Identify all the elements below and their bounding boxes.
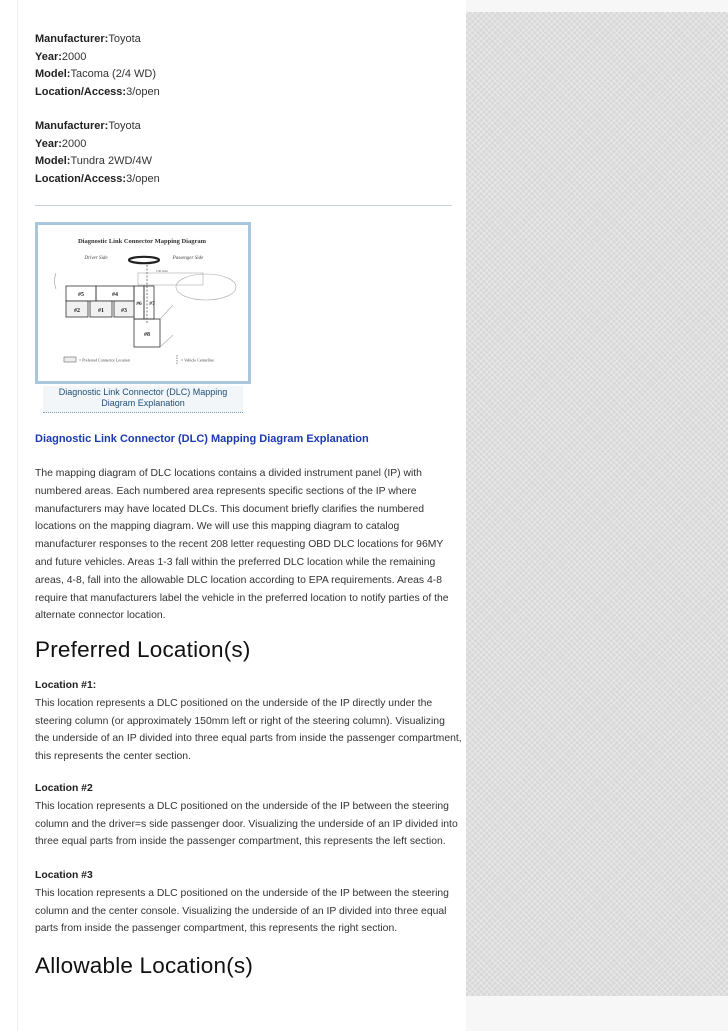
year-row	[35, 49, 160, 67]
year-value: 2000	[61, 137, 87, 150]
legend-preferred: = Preferred Connector Location	[79, 357, 131, 363]
sidebar-top-edge	[466, 0, 728, 12]
area-4-label: #4	[112, 292, 118, 298]
location-1-label: Location #1:	[35, 680, 97, 691]
model-label: Model:	[35, 155, 71, 167]
year-label: Year:	[35, 137, 62, 150]
divider	[35, 205, 452, 206]
model-value: Tundra 2WD/4W	[70, 155, 152, 167]
area-5-label: #5	[78, 292, 84, 298]
location-row	[35, 171, 160, 189]
text-line: The mapping diagram of DLC locations contains a divided instrument panel (IP) with	[35, 468, 422, 479]
year-row	[35, 136, 160, 154]
allowable-heading: Allowable Location(s)	[35, 953, 254, 978]
text-line: areas, 4-8, fall into the allowable DLC location according to EPA requirements. Areas 4-8	[35, 574, 442, 586]
vehicle-record	[35, 31, 160, 101]
area-7-label: #7	[149, 301, 155, 307]
location-2	[35, 780, 465, 851]
model-row	[35, 153, 160, 171]
model-label: Model:	[35, 68, 71, 80]
diagram-title: Diagnostic Link Connector Mapping Diagram	[77, 238, 207, 245]
area-6-label: #6	[136, 301, 142, 307]
text-line: This location represents a DLC positioned on the underside of the IP between the steering	[35, 800, 449, 812]
location-1	[35, 677, 465, 766]
dimension-label: 150 mm	[156, 269, 168, 273]
text-line: This location represents a DLC positioned on the underside of the IP directly under the	[35, 697, 433, 709]
manufacturer-row	[35, 31, 160, 49]
area-3-label: #3	[121, 308, 127, 314]
location-value: 3/open	[126, 85, 160, 98]
location-3-label: Location #3	[35, 870, 93, 881]
model-value: Tacoma (2/4 WD)	[70, 68, 157, 80]
dash-outline	[55, 273, 57, 289]
text-line: This location represents a DLC positioned on the underside of the IP between the steering	[35, 887, 449, 899]
intro-paragraph	[35, 465, 465, 625]
console-outline	[160, 305, 173, 347]
text-line: require that manufacturers label the vehicle in the preferred location to notify parties of the	[35, 592, 449, 604]
steering-wheel-icon	[129, 257, 159, 263]
figure-caption: Diagnostic Link Connector (DLC) Mapping Diagram Explanation	[43, 386, 243, 413]
area-1-label: #1	[98, 308, 104, 314]
legend-centerline: = Vehicle Centerline	[181, 357, 214, 363]
text-line: manufacturers may have located DLCs. This document briefly clarifies the numbered	[35, 503, 425, 515]
model-row	[35, 66, 160, 84]
diagram-svg	[38, 225, 248, 381]
vehicle-record	[35, 118, 160, 188]
ip-outline	[138, 273, 203, 285]
text-line: column and the driver=s side passenger door. Visualizing the underside of an IP divided into	[35, 818, 458, 830]
text-line: parts from inside the passenger compartment, this represents the right section.	[35, 923, 398, 935]
text-line: numbered areas. Each numbered area represents specific sections of the IP where	[35, 485, 417, 497]
location-2-label: Location #2	[35, 783, 93, 794]
sidebar-bottom-edge	[466, 996, 728, 1031]
passenger-side-label: Passenger Side	[172, 256, 204, 261]
manufacturer-value: Toyota	[108, 33, 141, 45]
section-title: Diagnostic Link Connector (DLC) Mapping Diagram Explanation	[35, 433, 369, 445]
location-value: 3/open	[126, 172, 160, 185]
text-line: three equal parts from inside the passenger compartment, this represents the left section.	[35, 836, 446, 848]
year-label: Year:	[35, 50, 62, 63]
location-label: Location/Access:	[35, 85, 127, 98]
location-row	[35, 84, 160, 102]
driver-side-label: Driver Side	[84, 256, 108, 261]
sidebar-pattern	[466, 0, 728, 1031]
glovebox-outline	[176, 274, 236, 300]
dlc-mapping-diagram	[35, 222, 251, 384]
location-label: Location/Access:	[35, 172, 127, 185]
area-8-label: #8	[144, 332, 150, 338]
preferred-heading: Preferred Location(s)	[35, 637, 251, 662]
text-line: this represents the center section.	[35, 751, 191, 763]
manufacturer-row	[35, 118, 160, 136]
year-value: 2000	[61, 50, 87, 63]
location-3	[35, 867, 465, 938]
text-line: and future vehicles. Areas 1-3 fall within the preferred DLC location while the remaining	[35, 556, 436, 568]
document-column	[17, 0, 467, 1031]
legend-swatch	[64, 357, 76, 362]
area-2-label: #2	[74, 308, 80, 314]
manufacturer-value: Toyota	[108, 120, 141, 132]
manufacturer-label: Manufacturer:	[35, 120, 109, 132]
text-line: the underside of an IP divided into three equal parts from inside the passenger compartment,	[35, 733, 462, 745]
text-line: steering column (or approximately 150mm left or right of the steering column). Visualizing	[35, 715, 445, 727]
text-line: manufacturer responses to the recent 208 letter requesting OBD DLC locations for 96MY	[35, 539, 444, 551]
text-line: column and the center console. Visualizing the underside of an IP divided into three equal	[35, 905, 447, 917]
manufacturer-label: Manufacturer:	[35, 33, 109, 45]
text-line: alternate connector location.	[35, 610, 166, 622]
text-line: locations on the mapping diagram. We will use this mapping diagram to catalog	[35, 521, 400, 533]
